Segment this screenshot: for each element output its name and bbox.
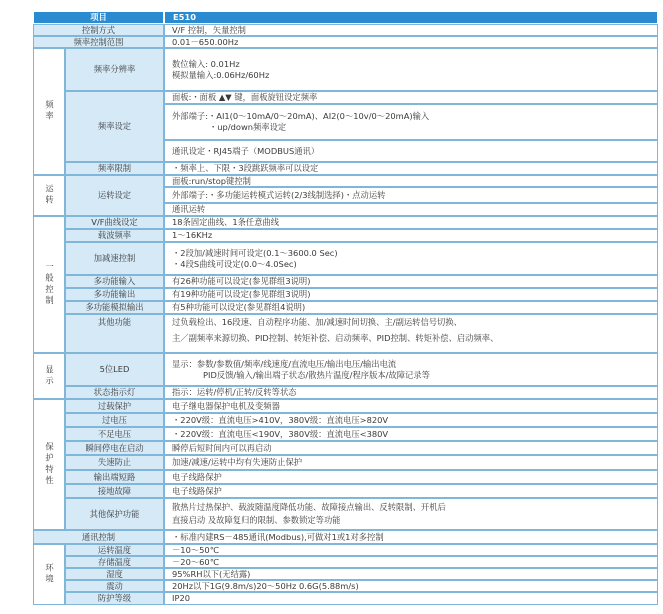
environment-category: 环境 bbox=[33, 544, 65, 605]
mf-output-label: 多功能输出 bbox=[65, 288, 164, 301]
control-mode-value: V/F 控制，矢量控制 bbox=[164, 24, 658, 36]
header-item: 项目 bbox=[33, 11, 164, 24]
run-setting-comm: 通讯运转 bbox=[164, 203, 658, 216]
mf-input-label: 多功能输入 bbox=[65, 275, 164, 288]
run-setting-label: 运转设定 bbox=[65, 175, 164, 216]
freq-resolution-label: 频率分辨率 bbox=[65, 48, 164, 91]
other-protection-value: 散热片过热保护、载波随温度降低功能、故障接点输出、反转限制、开机后 直接启动 及故障复归的限制、参数锁定等功能 bbox=[164, 498, 658, 530]
store-temp-label: 存储温度 bbox=[65, 556, 164, 568]
run-setting-panel: 面板:run/stop键控制 bbox=[164, 175, 658, 187]
freq-limit-value: ・频率上、下限・3段跳跃频率可以设定 bbox=[164, 162, 658, 175]
overload-label: 过载保护 bbox=[65, 399, 164, 413]
mf-input-value: 有26种功能可以设定(参见群组3说明) bbox=[164, 275, 658, 288]
led-value: 显示：参数/参数值/频率/线速度/直流电压/输出电压/输出电流 PID反馈/输入/输出端子状态/散热片温度/程序版本/故障记录等 bbox=[164, 353, 658, 386]
control-mode-label: 控制方式 bbox=[33, 24, 164, 36]
mf-output-value: 有19种功能可以设定(参见群组3说明) bbox=[164, 288, 658, 301]
protection-category: 保护特性 bbox=[33, 399, 65, 530]
overload-value: 电子继电器保护电机及变频器 bbox=[164, 399, 658, 413]
status-lamp-value: 指示：运转/停机/正转/反转等状态 bbox=[164, 386, 658, 399]
mf-analog-label: 多功能模拟输出 bbox=[65, 301, 164, 314]
freq-range-value: 0.01－650.00Hz bbox=[164, 36, 658, 48]
led-label: 5位LED bbox=[65, 353, 164, 386]
stall-prevention-label: 失速防止 bbox=[65, 455, 164, 470]
run-temp-label: 运转温度 bbox=[65, 544, 164, 556]
freq-resolution-value: 数位输入: 0.01Hz 模拟量输入:0.06Hz/60Hz bbox=[164, 48, 658, 91]
accel-value: ・2段加/减速时间可设定(0.1～3600.0 Sec) ・4段S曲线可设定(0.0～4.0Sec) bbox=[164, 242, 658, 275]
run-temp-value: －10～50℃ bbox=[164, 544, 658, 556]
ground-fault-value: 电子线路保护 bbox=[164, 484, 658, 498]
frequency-category: 频率 bbox=[33, 48, 65, 175]
vf-curve-label: V/F曲线设定 bbox=[65, 216, 164, 229]
vibration-label: 震动 bbox=[65, 580, 164, 592]
carrier-value: 1～16KHz bbox=[164, 229, 658, 242]
undervoltage-label: 不足电压 bbox=[65, 427, 164, 441]
ground-fault-label: 接地故障 bbox=[65, 484, 164, 498]
comm-control-label: 通讯控制 bbox=[33, 530, 164, 544]
freq-setting-panel: 面板:・面板 ▲▼ 键，面板旋钮设定频率 bbox=[164, 91, 658, 104]
freq-setting-external: 外部端子:・AI1(0～10mA/0～20mA)、AI2(0～10v/0～20mA)输入 ・up/down频率设定 bbox=[164, 104, 658, 140]
ip-rating-label: 防护等级 bbox=[65, 592, 164, 605]
other-functions-value: 过负载检出、16段速、自动程序功能、加/减速时间切换、主/副运转信号切换、 主／副频率来源切换、PID控制、转矩补偿、启动频率、PID控制、转矩补偿、启动频率、 bbox=[164, 314, 658, 353]
run-category: 运转 bbox=[33, 175, 65, 216]
humidity-label: 湿度 bbox=[65, 568, 164, 580]
spec-table bbox=[33, 11, 658, 605]
other-functions-label: 其他功能 bbox=[65, 314, 164, 353]
freq-limit-label: 频率限制 bbox=[65, 162, 164, 175]
freq-range-label: 频率控制范围 bbox=[33, 36, 164, 48]
freq-setting-label: 频率设定 bbox=[65, 91, 164, 162]
display-category: 显示 bbox=[33, 353, 65, 399]
vf-curve-value: 18条固定曲线、1条任意曲线 bbox=[164, 216, 658, 229]
other-protection-label: 其他保护功能 bbox=[65, 498, 164, 530]
header-model: E510 bbox=[164, 11, 658, 24]
humidity-value: 95%RH以下(无结露) bbox=[164, 568, 658, 580]
power-loss-restart-label: 瞬间停电在启动 bbox=[65, 441, 164, 455]
stall-prevention-value: 加速/减速/运转中均有失速防止保护 bbox=[164, 455, 658, 470]
status-lamp-label: 状态指示灯 bbox=[65, 386, 164, 399]
vibration-value: 20Hz以下1G(9.8m/s)20～50Hz 0.6G(5.88m/s) bbox=[164, 580, 658, 592]
output-short-label: 输出端短路 bbox=[65, 470, 164, 484]
general-category: 一般控制 bbox=[33, 216, 65, 353]
mf-analog-value: 有5种功能可以设定(参见群组4说明) bbox=[164, 301, 658, 314]
undervoltage-value: ・220V级：直流电压<190V，380V级：直流电压<380V bbox=[164, 427, 658, 441]
power-loss-restart-value: 瞬停后短时间内可以再启动 bbox=[164, 441, 658, 455]
freq-setting-comm: 通讯设定・RJ45端子（MODBUS通讯） bbox=[164, 140, 658, 162]
store-temp-value: －20～60℃ bbox=[164, 556, 658, 568]
run-setting-external: 外部端子:・多功能运转模式运转(2/3线制选择)・点动运转 bbox=[164, 187, 658, 203]
output-short-value: 电子线路保护 bbox=[164, 470, 658, 484]
overvoltage-value: ・220V级：直流电压>410V，380V级：直流电压>820V bbox=[164, 413, 658, 427]
overvoltage-label: 过电压 bbox=[65, 413, 164, 427]
accel-label: 加减速控制 bbox=[65, 242, 164, 275]
comm-control-value: ・标准内建RS－485通讯(Modbus),可做对1或1对多控制 bbox=[164, 530, 658, 544]
ip-rating-value: IP20 bbox=[164, 592, 658, 605]
carrier-label: 载波频率 bbox=[65, 229, 164, 242]
